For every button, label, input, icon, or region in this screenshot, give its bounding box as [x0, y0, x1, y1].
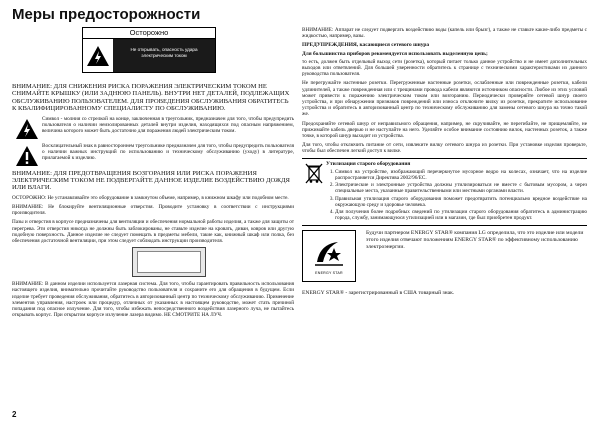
water-warning: ВНИМАНИЕ: Аппарат не следует подвергать воздействию воды (капель или брызг), а также не ставьте какие-либо предметы с жидкостью, например, вазы. — [302, 27, 587, 40]
disposal-list — [326, 169, 587, 222]
energy-star-icon — [312, 238, 346, 270]
laser-label-inner — [137, 251, 201, 273]
energy-star-logo-label: ENERGY STAR — [315, 270, 343, 275]
exclamation-triangle-icon — [12, 143, 42, 167]
energy-star-section — [302, 230, 587, 282]
lightning-warning-icon — [83, 39, 113, 72]
caution-label-header: Осторожно — [83, 28, 215, 39]
cord-protection-text: Предохраняйте сетевой шнур от неправильного обращения, например, не скручивайте, не перегибайте, не прищемляйте, не прижимайте кабель дверью и не наступайте на него. Уделяйте особое внимание состоянию вилок, настенных розеток, а также точке, в которой шнур выходит из устройства. — [302, 120, 587, 140]
lightning-symbol-description: Символ - молния со стрелкой на конце, заключенная в треугольник, предназначен для того, чтобы предупредить пользователя о наличии неизолированных деталей внутри изделия, находящихся под опасным напряжением, величина которого может быть достаточно для поражения людей электрическим током. — [42, 115, 294, 135]
disposal-body — [326, 161, 587, 223]
caution-label — [82, 27, 216, 73]
energy-star-logo — [302, 230, 356, 282]
energy-star-text: Будучи партнером ENERGY STAR® компания LG определила, что это изделие или модели этого изделия отвечают положениям ENERGY STAR® по эффективному использованию электроэнергии. — [366, 230, 584, 251]
disposal-item: 4. Для получения более подробных сведений по утилизации старого оборудования обратитесь в администрацию города, службу, занимающуюся утилизацией или в магазин, где был приобретен продукт. — [335, 209, 587, 221]
disposal-item: 3. Правильная утилизация старого оборудования поможет предотвратить потенциально вредное воздействие на окружающую среду и здоровье человека. — [335, 196, 587, 208]
disposal-section — [302, 158, 587, 227]
exclamation-symbol-row — [12, 143, 294, 167]
laser-warning: ВНИМАНИЕ: В данном изделии используется лазерная система. Для того, чтобы гарантировать правильность использования настоящего изделия, внимательно прочитайте руководство пользователя и сохраните его для обращения в будущем. Если изделие требует проведения обслуживания, обратитесь в авторизованный центр по техническому обслуживанию. Применение элементов управления, настроек или процедур, отличных от указанных в настоящем руководстве, может стать причиной попадания под опасное излучение. Для того, чтобы избежать непосредственного воздействия лазерного луча, не пытайтесь открывать корпус. При открытом корпусе излучение лазера видимо. НЕ СМОТРИТЕ НА ЛУЧ. — [12, 281, 294, 319]
disposal-item: 1. Символ на устройстве, изображающий перечеркнутое мусорное ведро на колесах, означает, что на изделие распространяется Директива 2002/96/EC. — [335, 169, 587, 181]
disposal-heading: Утилизация старого оборудования — [326, 160, 411, 167]
page-number: 2 — [12, 410, 17, 419]
disposal-item: 2. Электрические и электронные устройства должны утилизироваться не вместе с бытовым мусором, а через специальные места, указанные правительственными или местными органами власти. — [335, 182, 587, 194]
energy-star-trademark: ENERGY STAR® - зарегистрированный в США товарный знак. — [302, 290, 455, 297]
power-cord-subheading: Для большинства приборов рекомендуется использовать выделенную цепь; — [302, 50, 488, 57]
dedicated-circuit-text: то есть, должен быть отдельный выход сети (розетка), который питает только данное устройство и не имеет дополнительных выходов или ответвлений. Для большей уверенности обратитесь к странице с техническими характеристиками из данного руководства пользователя. — [302, 58, 587, 78]
fire-warning: ВНИМАНИЕ: ДЛЯ ПРЕДОТВРАЩЕНИЯ ВОЗГОРАНИЯ ИЛИ РИСКА ПОРАЖЕНИЯ ЭЛЕКТРИЧЕСКИМ ТОКОМ НЕ ПОДВЕРГАЙТЕ ДАННОЕ ИЗДЕЛИЕ ВОЗДЕЙСТВИЮ ДОЖДЯ ИЛИ ВЛАГИ. — [12, 169, 290, 192]
overload-warning: Не перегружайте настенные розетки. Перегруженные настенные розетки, ослабленные или поврежденные розетки, кабели удлинителей, а также поврежденная или с трещинами провода кабели являются источником опасности. Любое из этих условий может привести к поражению электрическим током или возгоранию. Периодически проверяйте сетевой шнур своего устройства, и при обнаружении признаков повреждений или износа отключите вилку из розетки, прекратите использование устройства и обратитесь в авторизованный центр по техническому обслуживанию для замены сетевого шнура на точно такой же. — [302, 80, 587, 118]
crossed-bin-icon — [302, 161, 326, 223]
caution-label-body — [83, 39, 215, 72]
electric-shock-warning: ВНИМАНИЕ: ДЛЯ СНИЖЕНИЯ РИСКА ПОРАЖЕНИЯ ЭЛЕКТРИЧЕСКИМ ТОКОМ НЕ СНИМАЙТЕ КРЫШКУ (ИЛИ ЗАДНЮЮ ПАНЕЛЬ). ВНУТРИ НЕТ ДЕТАЛЕЙ, ПОДЛЕЖАЩИХ ОБСЛУЖИВАНИЮ ПОЛЬЗОВАТЕЛЕМ. ДЛЯ ПРОВЕДЕНИЯ ОБСЛУЖИВАНИЯ ОБРАТИТЕСЬ К КВАЛИФИЦИРОВАННОМУ СПЕЦИАЛИСТУ ПО ОБСЛУЖИВАНИЮ. — [12, 83, 290, 113]
page-title: Меры предосторожности — [12, 6, 201, 23]
disconnect-plug-text: Для того, чтобы отключить питание от сети, извлеките вилку сетевого шнура из розетки. При установке изделия проверьте, чтобы был обеспечен легкий доступ к вилке. — [302, 142, 587, 155]
ventilation-warning: ВНИМАНИЕ: Не блокируйте вентиляционные отверстия. Проводите установку в соответствии с инструкциями производителя. — [12, 204, 294, 217]
lightning-triangle-icon — [12, 116, 42, 140]
caution-label-text: Не открывать, опасность удара электрическим током — [113, 39, 215, 72]
caution-label-area — [12, 27, 294, 79]
power-cord-heading: ПРЕДУПРЕЖДЕНИЯ, касающиеся сетевого шнура — [302, 42, 430, 49]
ventilation-detail: Пазы и отверстия в корпусе предназначены для вентиляции и обеспечения нормальной работы изделия, а также для защиты от перегрева. Эти отверстия никогда не должны быть заблокированы, не ставьте изделие на кровать, диван, ковров или другую подобную поверхность. Данное изделие не следует помещать в предметы мебели, такие как, книжный шкаф или полка, без обеспечения достаточной вентиляции, при этом следует соблюдать инструкции производителя. — [12, 219, 294, 245]
left-column — [12, 27, 294, 321]
laser-label-image — [132, 247, 206, 277]
lightning-symbol-row — [12, 116, 294, 140]
right-column — [302, 27, 587, 297]
exclamation-symbol-description: Восклицательный знак в равностороннем треугольнике предназначен для того, чтобы предупредить пользователя о наличии важных инструкций по использованию и техническому обслуживанию (уходу) в литературе, прилагаемой к изделию. — [42, 142, 294, 162]
enclosure-caution: ОСТОРОЖНО: Не устанавливайте это оборудование в замкнутом объеме, например, в книжном шкафу или подобном месте. — [12, 194, 289, 201]
